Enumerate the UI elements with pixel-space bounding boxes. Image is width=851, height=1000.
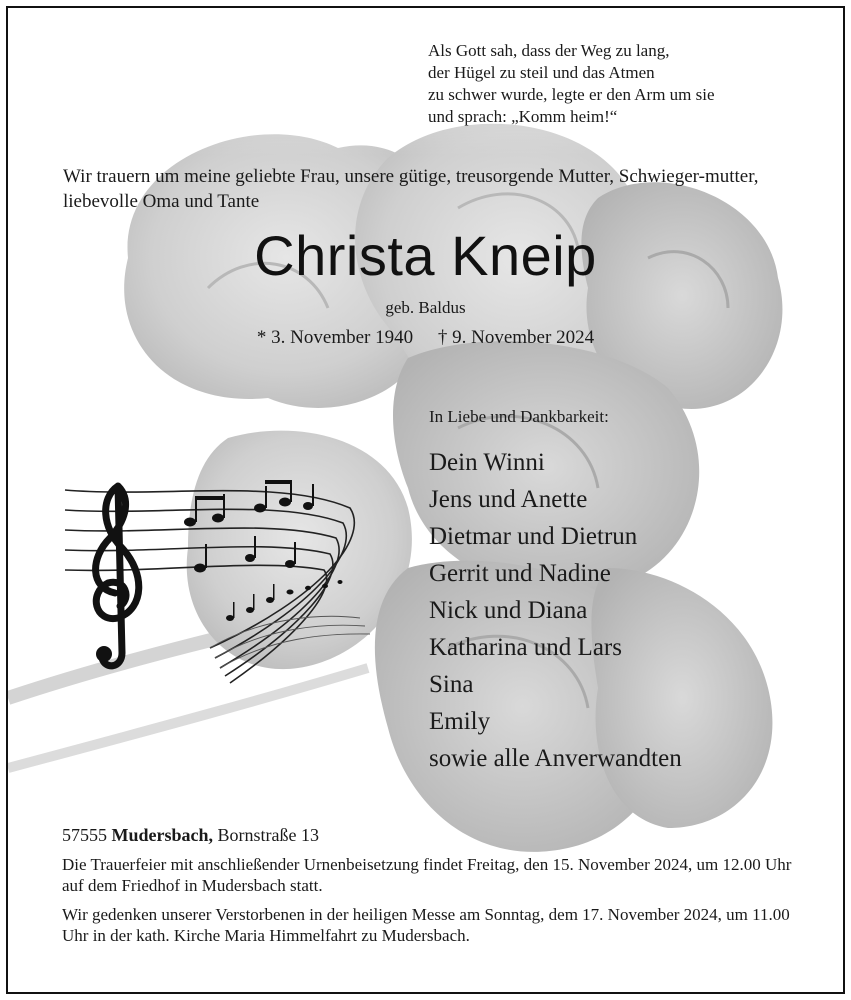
address bbox=[62, 824, 802, 846]
postcode: 57555 bbox=[62, 825, 107, 845]
town: Mudersbach, bbox=[111, 825, 214, 845]
poem bbox=[428, 40, 828, 128]
list-item: Katharina und Lars bbox=[429, 634, 622, 661]
notices bbox=[62, 824, 802, 954]
mourners-list bbox=[429, 444, 682, 777]
poem-line: zu schwer wurde, legte er den Arm um sie bbox=[428, 85, 715, 104]
poem-line: Als Gott sah, dass der Weg zu lang, bbox=[428, 41, 670, 60]
funeral-notice: Die Trauerfeier mit anschließender Urnenbeisetzung findet Freitag, den 15. November 2024, um 12.00 Uhr auf dem Friedhof in Mudersbach statt. bbox=[62, 855, 792, 895]
list-item: Emily bbox=[429, 708, 491, 735]
birth-date: * 3. November 1940 bbox=[256, 327, 414, 348]
intro-text: Wir trauern um meine geliebte Frau, unsere gütige, treusorgende Mutter, Schwieger-mutter, liebevolle Oma und Tante bbox=[63, 166, 759, 212]
street: Bornstraße 13 bbox=[217, 825, 319, 845]
treble-clef-icon bbox=[96, 486, 139, 666]
list-item: Nick und Diana bbox=[429, 597, 588, 624]
maiden-name: geb. Baldus bbox=[385, 298, 466, 317]
obituary-frame bbox=[6, 6, 845, 994]
thanks-heading: In Liebe und Dankbarkeit: bbox=[429, 407, 609, 426]
list-item: Dein Winni bbox=[429, 449, 545, 476]
poem-line: und sprach: „Komm heim!“ bbox=[428, 107, 618, 126]
list-item: Dietmar und Dietrun bbox=[429, 523, 638, 550]
list-item: Sina bbox=[429, 671, 474, 698]
list-item: Jens und Anette bbox=[429, 486, 588, 513]
poem-line: der Hügel zu steil und das Atmen bbox=[428, 63, 655, 82]
list-item: sowie alle Anverwandten bbox=[429, 745, 682, 772]
death-date: † 9. November 2024 bbox=[437, 327, 595, 348]
music-staff-icon bbox=[60, 478, 380, 688]
life-dates bbox=[8, 326, 843, 350]
deceased-name: Christa Kneip bbox=[254, 224, 597, 287]
list-item: Gerrit und Nadine bbox=[429, 560, 611, 587]
mass-notice: Wir gedenken unserer Verstorbenen in der heiligen Messe am Sonntag, dem 17. November 2024, um 11.00 Uhr in der kath. Kirche Maria Himmelfahrt zu Mudersbach. bbox=[62, 905, 790, 945]
